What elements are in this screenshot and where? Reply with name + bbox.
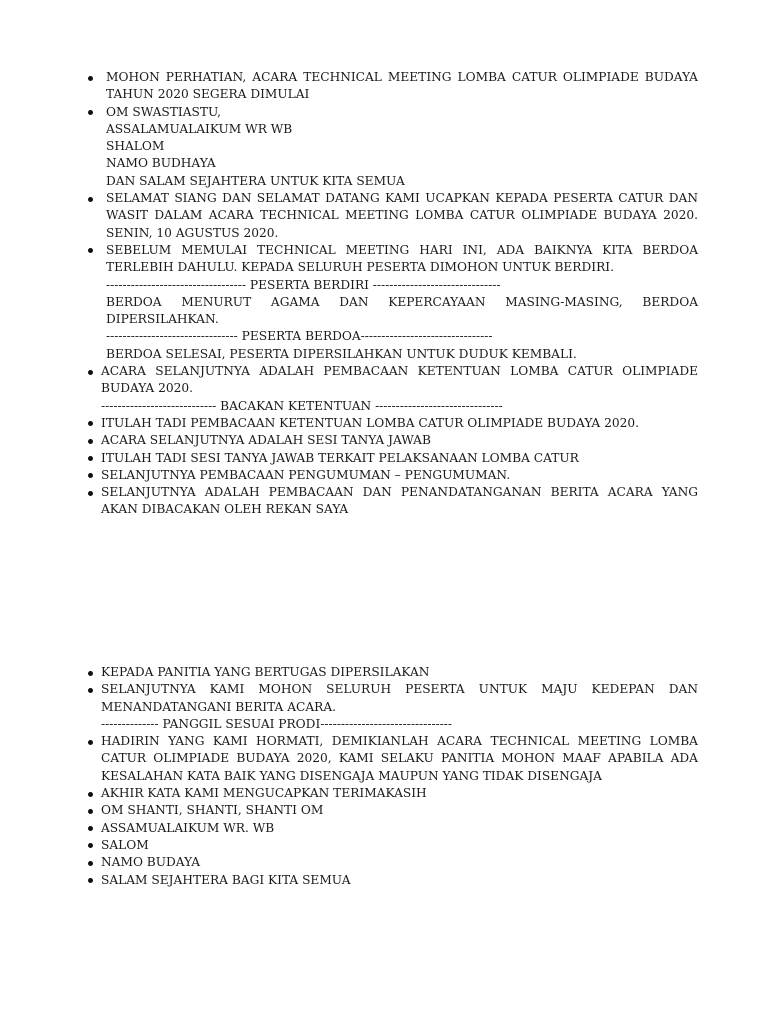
bullet-icon (88, 473, 93, 478)
list-item (0, 190, 768, 242)
list-item-line: ITULAH TADI PEMBACAAN KETENTUAN LOMBA CATUR OLIMPIADE BUDAYA 2020. (101, 415, 640, 430)
list-item-line: BERDOA MENURUT AGAMA DAN KEPERCAYAAN MASING-MASING, BERDOA (106, 294, 698, 309)
bullet-icon (88, 688, 93, 693)
list-item (0, 854, 768, 871)
bullet-icon (88, 861, 93, 866)
list-item-line: KEPADA PANITIA YANG BERTUGAS DIPERSILAKAN (101, 665, 430, 679)
list-item-line: NAMO BUDHAYA (106, 156, 216, 171)
bullet-icon (88, 197, 93, 202)
list-item-line: MENANDATANGANI BERITA ACARA. (101, 699, 336, 714)
list-item-line: SELANJUTNYA PEMBACAAN PENGUMUMAN – PENGUMUMAN. (101, 467, 511, 482)
list-item-line: ASSALAMUALAIKUM WR WB (106, 121, 293, 136)
list-item-line: SALAM SEJAHTERA BAGI KITA SEMUA (101, 872, 351, 887)
bullet-icon (88, 76, 93, 81)
list-item (0, 664, 768, 681)
list-item (0, 415, 768, 432)
list-item-line: CATUR OLIMPIADE BUDAYA 2020, KAMI SELAKU PANITIA MOHON MAAF APABILA ADA (101, 751, 698, 766)
list-item-line: BUDAYA 2020. (101, 381, 193, 396)
list-item-line: DIPERSILAHKAN. (106, 312, 219, 327)
list-item-line: ASSAMUALAIKUM WR. WB (101, 820, 275, 835)
bullet-icon (88, 740, 93, 745)
list-item-line: SHALOM (106, 139, 165, 154)
list-item-line: HADIRIN YANG KAMI HORMATI, DEMIKIANLAH ACARA TECHNICAL MEETING LOMBA (101, 734, 698, 749)
list-item-line: SELAMAT SIANG DAN SELAMAT DATANG KAMI UCAPKAN KEPADA PESERTA CATUR DAN (106, 191, 698, 206)
bullet-icon (88, 439, 93, 444)
bullet-icon (88, 878, 93, 883)
list-item-line: TAHUN 2020 SEGERA DIMULAI (106, 87, 310, 102)
bullet-icon (88, 491, 93, 496)
announcement-list-part-1 (0, 69, 768, 519)
list-item-line: -------------------------------- PESERTA BERDOA-------------------------------- (106, 329, 493, 344)
list-item (0, 363, 768, 415)
list-item-line: KESALAHAN KATA BAIK YANG DISENGAJA MAUPUN YANG TIDAK DISENGAJA (101, 768, 602, 783)
bullet-icon (88, 826, 93, 831)
list-item (0, 484, 768, 519)
list-item (0, 104, 768, 190)
list-item (0, 785, 768, 802)
list-item-line: BERDOA SELESAI, PESERTA DIPERSILAHKAN UNTUK DUDUK KEMBALI. (106, 346, 577, 361)
bullet-icon (88, 110, 93, 115)
list-item (0, 802, 768, 819)
announcement-list-part-2 (0, 664, 768, 889)
list-item-line: ---------------------------- BACAKAN KETENTUAN ------------------------------- (101, 398, 503, 413)
list-item-line: SALOM (101, 837, 149, 852)
bullet-icon (88, 809, 93, 814)
list-item-line: OM SWASTIASTU, (106, 104, 222, 119)
bullet-icon (88, 671, 93, 676)
list-item-line: ITULAH TADI SESI TANYA JAWAB TERKAIT PELAKSANAAN LOMBA CATUR (101, 450, 579, 465)
bullet-icon (88, 843, 93, 848)
list-item-line: SEBELUM MEMULAI TECHNICAL MEETING HARI INI, ADA BAIKNYA KITA BERDOA (106, 242, 698, 257)
list-item-line: TERLEBIH DAHULU. KEPADA SELURUH PESERTA DIMOHON UNTUK BERDIRI. (106, 260, 614, 275)
list-item-line: AKAN DIBACAKAN OLEH REKAN SAYA (101, 502, 349, 517)
list-item (0, 820, 768, 837)
list-item (0, 837, 768, 854)
list-item (0, 450, 768, 467)
bullet-icon (88, 370, 93, 375)
list-item-line: SENIN, 10 AGUSTUS 2020. (106, 225, 279, 240)
list-item-line: -------------- PANGGIL SESUAI PRODI-------------------------------- (101, 716, 453, 731)
list-item (0, 432, 768, 449)
list-item-line: AKHIR KATA KAMI MENGUCAPKAN TERIMAKASIH (101, 786, 427, 801)
list-item (0, 467, 768, 484)
list-item-line: MOHON PERHATIAN, ACARA TECHNICAL MEETING LOMBA CATUR OLIMPIADE BUDAYA (106, 70, 698, 84)
list-item (0, 681, 768, 733)
list-item-line: WASIT DALAM ACARA TECHNICAL MEETING LOMBA CATUR OLIMPIADE BUDAYA 2020. (106, 208, 698, 223)
list-item-line: ACARA SELANJUTNYA ADALAH SESI TANYA JAWAB (101, 433, 431, 448)
list-item (0, 872, 768, 889)
list-item-line: DAN SALAM SEJAHTERA UNTUK KITA SEMUA (106, 173, 405, 188)
list-item-line: NAMO BUDAYA (101, 855, 201, 870)
bullet-icon (88, 792, 93, 797)
bullet-icon (88, 248, 93, 253)
bullet-icon (88, 421, 93, 426)
list-item-line: ---------------------------------- PESERTA BERDIRI ------------------------------- (106, 277, 501, 292)
list-item-line: OM SHANTI, SHANTI, SHANTI OM (101, 803, 324, 818)
bullet-icon (88, 456, 93, 461)
list-item-line: ACARA SELANJUTNYA ADALAH PEMBACAAN KETENTUAN LOMBA CATUR OLIMPIADE (101, 364, 698, 379)
list-item (0, 733, 768, 785)
list-item (0, 69, 768, 104)
list-item-line: SELANJUTNYA KAMI MOHON SELURUH PESERTA UNTUK MAJU KEDEPAN DAN (101, 682, 698, 697)
list-item-line: SELANJUTNYA ADALAH PEMBACAAN DAN PENANDATANGANAN BERITA ACARA YANG (101, 485, 698, 500)
list-item (0, 242, 768, 363)
